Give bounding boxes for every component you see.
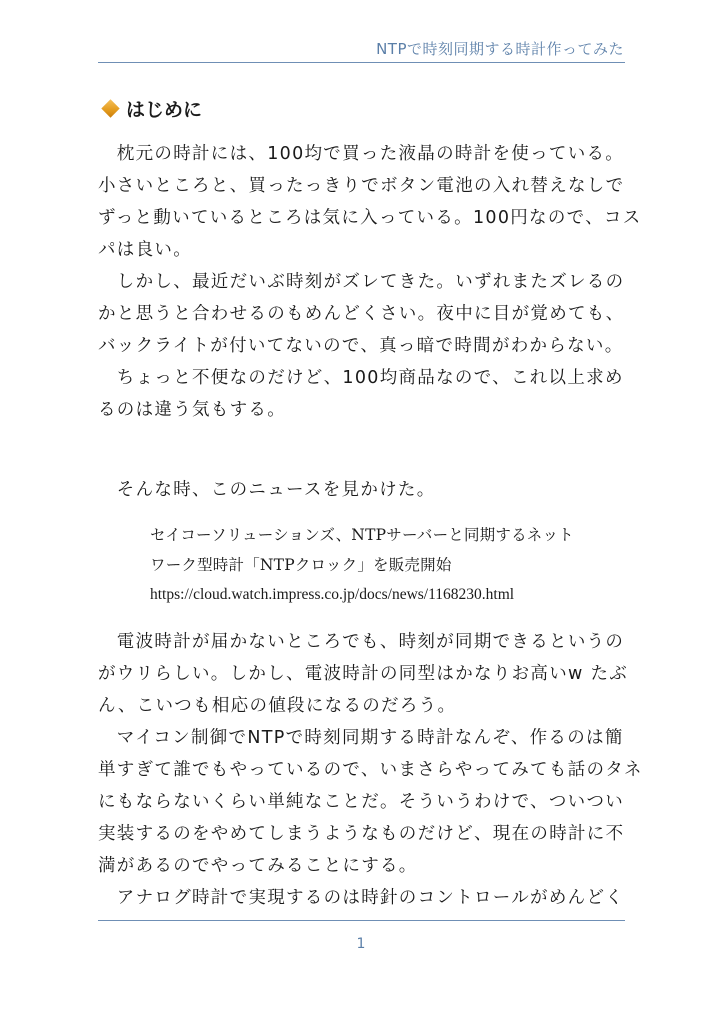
paragraph-7 [98, 882, 628, 914]
quote-line: セイコーソリューションズ、NTPサーバーと同期するネット [150, 526, 574, 544]
text-line: 小さいところと、買ったっきりでボタン電池の入れ替えなしで [98, 176, 625, 196]
quote-url-link[interactable]: https://cloud.watch.impress.co.jp/docs/news/1168230.html [150, 586, 515, 603]
quote-line: ワーク型時計「NTPクロック」を販売開始 [150, 556, 452, 574]
paragraph-6 [98, 722, 643, 882]
text-line: 単すぎて誰でもやっているので、いまさらやってみても話のタネ [98, 760, 643, 780]
diamond-bullet-icon [101, 99, 119, 117]
text-line: マイコン制御でNTPで時刻同期する時計なんぞ、作るのは簡 [98, 728, 624, 748]
body-text [98, 138, 643, 914]
text-line: ずっと動いているところは気に入っている。100円なので、コス [98, 208, 642, 228]
text-line: パは良い。 [98, 240, 192, 260]
text-line: るのは違う気もする。 [98, 400, 286, 420]
paragraph-3 [98, 362, 628, 426]
text-line: そんな時、このニュースを見かけた。 [98, 480, 436, 500]
text-line: 満があるのでやってみることにする。 [98, 856, 418, 876]
running-header-title: NTPで時刻同期する時計作ってみた [376, 40, 624, 58]
text-line: ちょっと不便なのだけど、100均商品なので、これ以上求め [98, 368, 624, 388]
text-line: がウリらしい。しかし、電波時計の同型はかなりお高いw たぶ [98, 664, 629, 684]
paragraph-spacer [98, 426, 628, 474]
paragraph-4 [98, 474, 628, 506]
text-line: アナログ時計で実現するのは時針のコントロールがめんどく [98, 888, 625, 908]
text-line: 枕元の時計には、100均で買った液晶の時計を使っている。 [98, 144, 625, 164]
paragraph-5 [98, 626, 628, 722]
paragraph-1 [98, 138, 642, 266]
text-line: 電波時計が届かないところでも、時刻が同期できるというの [98, 632, 625, 652]
text-line: にもならないくらい単純なことだ。そういうわけで、ついつい [98, 792, 625, 812]
page-number: 1 [356, 936, 366, 952]
section-heading [100, 95, 202, 122]
footer-divider [98, 920, 625, 921]
text-line: バックライトが付いてないので、真っ暗で時間がわからない。 [98, 336, 624, 356]
header-divider [98, 62, 625, 63]
text-line: ん、こいつも相応の値段になるのだろう。 [98, 696, 457, 716]
text-line: かと思うと合わせるのもめんどくさい。夜中に目が覚めても、 [98, 304, 625, 324]
news-quote [150, 520, 628, 610]
text-line: しかし、最近だいぶ時刻がズレてきた。いずれまたズレるの [98, 272, 625, 292]
text-line: 実装するのをやめてしまうようなものだけど、現在の時計に不 [98, 824, 625, 844]
paragraph-2 [98, 266, 628, 362]
section-heading-text: はじめに [126, 99, 203, 121]
